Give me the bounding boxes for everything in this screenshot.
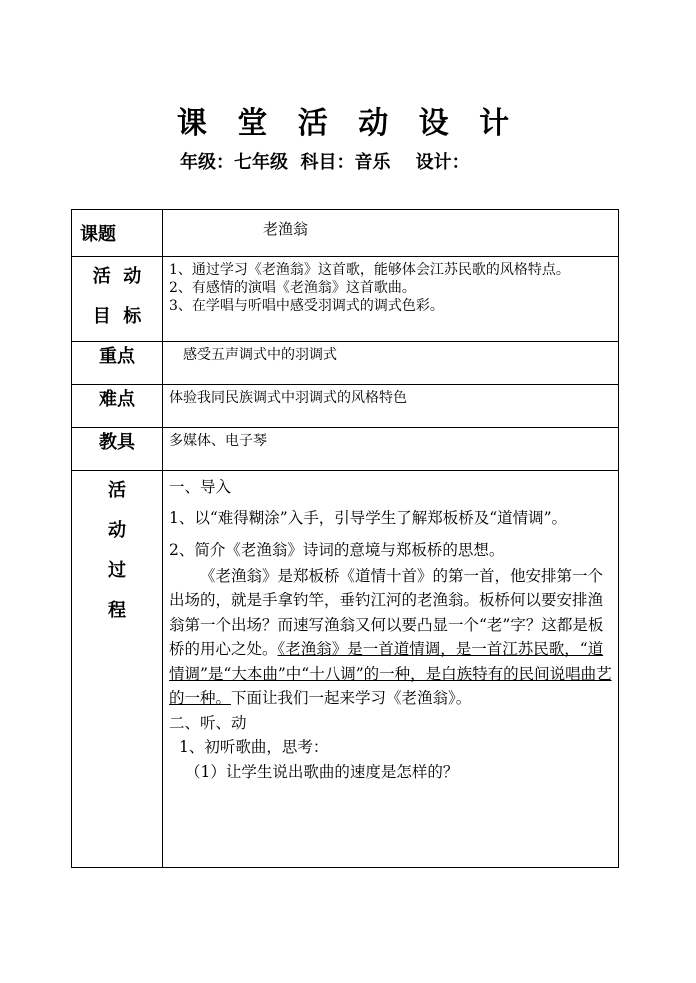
table-row-tools	[72, 428, 619, 471]
content-cell-goals	[163, 257, 619, 342]
process-content	[163, 471, 618, 788]
label-cell-focus	[72, 342, 163, 385]
label-process-char: 动	[108, 520, 126, 541]
goal-item: 1、通过学习《老渔翁》这首歌，能够体会江苏民歌的风格特点。	[169, 262, 570, 278]
activity-design-table	[71, 209, 619, 868]
goals-list	[163, 257, 618, 319]
label-process	[72, 471, 162, 631]
label-topic: 课题	[80, 224, 116, 245]
section-heading-listen: 二、听、动	[169, 713, 247, 732]
label-focus: 重点	[99, 346, 135, 367]
label-goals-line2: 目 标	[92, 306, 142, 327]
label-process-char: 程	[108, 600, 126, 621]
table-row-goals	[72, 257, 619, 342]
paragraph-introduction	[169, 564, 612, 711]
section-heading-intro: 一、导入	[169, 478, 232, 496]
content-cell-tools	[163, 428, 619, 471]
tools-value: 多媒体、电子琴	[169, 433, 267, 449]
label-cell-tools	[72, 428, 163, 471]
paragraph: 2、简介《老渔翁》诗词的意境与郑板桥的思想。	[169, 540, 505, 559]
label-goals-line1: 活 动	[92, 266, 142, 287]
goal-item: 3、在学唱与听唱中感受羽调式的调式色彩。	[169, 298, 444, 314]
table-row-topic	[72, 210, 619, 257]
label-process-char: 活	[108, 480, 126, 501]
underlined-text: 《老渔翁》是一首道情调，是一首江苏民歌，“道情调”是“大本曲”中“十八调”的一种，是白族特有的民间说唱曲艺的一种。	[169, 640, 612, 707]
focus-value: 感受五声调式中的羽调式	[183, 347, 337, 363]
label-cell-process	[72, 471, 163, 868]
paragraph: （1）让学生说出歌曲的速度是怎样的？	[185, 762, 459, 781]
label-difficulty: 难点	[99, 389, 135, 410]
table-row-difficulty	[72, 385, 619, 428]
paragraph: 1、初听歌曲，思考：	[179, 738, 329, 756]
content-cell-difficulty	[163, 385, 619, 428]
content-cell-process	[163, 471, 619, 868]
content-cell-topic	[163, 210, 619, 257]
paragraph: 1、以“难得糊涂”入手，引导学生了解郑板桥及“道情调”。	[169, 508, 568, 527]
label-cell-difficulty	[72, 385, 163, 428]
goal-item: 2、有感情的演唱《老渔翁》这首歌曲。	[169, 280, 416, 296]
difficulty-value: 体验我同民族调式中羽调式的风格特色	[169, 390, 407, 406]
label-process-char: 过	[108, 560, 126, 581]
intro-tail-text: 下面让我们一起来学习《老渔翁》。	[231, 689, 472, 707]
label-cell-topic	[72, 210, 163, 257]
content-cell-focus	[163, 342, 619, 385]
label-tools: 教具	[99, 432, 135, 453]
page-subtitle: 年级：七年级 科目：音乐 设计：	[180, 152, 470, 173]
topic-value: 老渔翁	[263, 220, 309, 238]
intro-text: 《老渔翁》是郑板桥《道情十首》的第一首，他安排第一个出场的，就是手拿钓竿，垂钓江河的老渔翁。板桥何以要安排渔翁第一个出场？而速写渔翁又何以要凸显一个“老”字？这都是板桥的用心之处。	[169, 566, 604, 658]
table-row-focus	[72, 342, 619, 385]
table-row-process	[72, 471, 619, 868]
label-cell-goals	[72, 257, 163, 342]
page-title: 课 堂 活 动 设 计	[176, 106, 520, 141]
